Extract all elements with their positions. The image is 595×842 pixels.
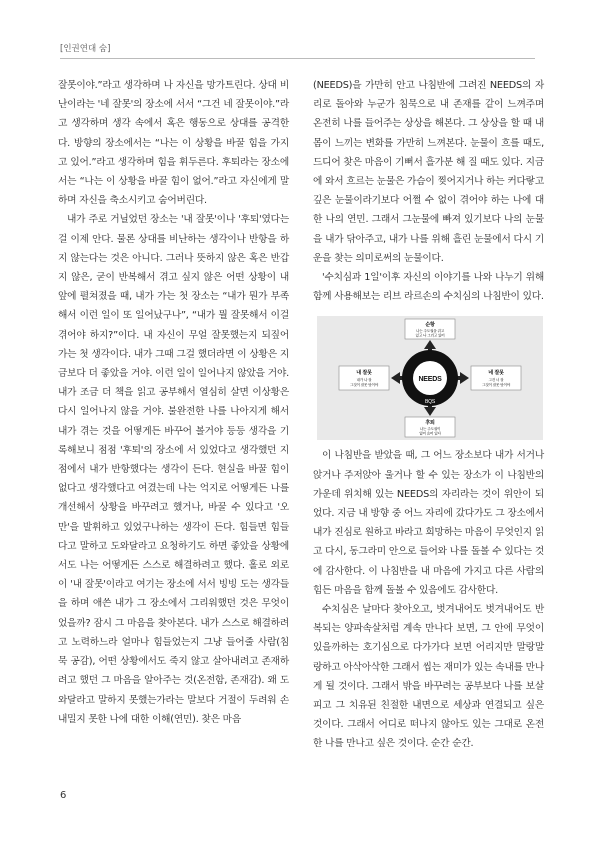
paragraph: 수치심은 날마다 찾아오고, 벗겨내어도 벗겨내어도 반복되는 양파속살처럼 계속 만나다 보면, 그 안에 무엇이 있을까하는 호기심으로 다가가다 보면 어리지만 말랑말랑하고 아삭아삭한 그래서 씹는 재미가 있는 속내를 만나게 될 것이다. 그래서 밖을 바꾸려는 공부보다 나를 보살피고 그 치유된 친절한 내면으로 세상과 연결되고 싶은 것이다. 그래서 어디로 떠나지 않아도 있는 그대로 온전한 나를 만나고 싶은 것이다. 순간 순간. bbox=[313, 604, 544, 750]
box-top-title: 순항 bbox=[425, 322, 435, 329]
compass-diagram bbox=[317, 316, 543, 440]
center-label: NEEDS bbox=[418, 376, 442, 384]
right-column bbox=[313, 76, 544, 754]
box-bottom-line: 나는 주도권이 bbox=[419, 427, 441, 432]
left-column bbox=[58, 76, 289, 729]
box-bottom-title: 후퇴 bbox=[425, 420, 435, 427]
running-header: [인권연대 숨] bbox=[60, 44, 111, 54]
box-left-line: 그것이 잘못 탓이야 bbox=[349, 383, 379, 388]
paragraph: (NEEDS)을 가만히 안고 나침반에 그려진 NEEDS의 자리로 돌아와 누군가 침묵으로 내 존재를 같이 느껴주며 온전히 나를 들어주는 상상을 해본다. 그 상상을 할 때 내 몸이 느끼는 변화를 가만히 느껴본다. 눈물이 흐를 때도, 드디어 찾은 마음이 기뻐서 흘가분 해 질 때도 있다. 지금에 와서 흐르는 눈물은 가슴이 찢어지거나 하는 커다랗고 깊은 눈물이라기보다 어쩔 수 없이 겪어야 하는 나에 대한 나의 연민. 그래서 그눈물에 빠져 있기보다 나의 눈물을 내가 닦아주고, 내가 나를 위해 흘린 눈물에서 다시 기운을 찾는 의미로써의 눈물이다. bbox=[313, 80, 544, 264]
box-top-line: 나는 주도권을 쥐고 bbox=[415, 329, 445, 334]
paragraph: 잘못이야.”라고 생각하며 나 자신을 망가트린다. 상대 비난이라는 '네 잘못'의 장소에 서서 “그건 네 잘못이야.”라고 생각하며 생각 속에서 혹은 행동으로 상대를 공격한다. 방향의 장소에서는 “나는 이 상황을 바꿀 힘을 가지고 있어.”라고 생각하며 힘을 휘두른다. 후퇴라는 장소에서는 “나는 이 상황을 바꿀 힘이 없어.”라고 자신에게 말하며 자신을 축소시키고 숨어버린다. bbox=[58, 80, 289, 207]
box-top-line: 있고 나 그리고 있어 bbox=[415, 333, 445, 338]
box-right-title: 네 잘못 bbox=[488, 370, 504, 377]
paragraph: 내가 주로 거닐었던 장소는 '내 잘못'이나 '후퇴'였다는 걸 이제 안다. 물론 상대를 비난하는 생각이나 반항을 하지 않는다는 것은 아니다. 그러나 뜻하지 않은 혹은 반갑지 않은, 굳이 반복해서 겪고 싶지 않은 어떤 상황이 내 앞에 펼쳐졌을 때, 내가 가는 첫 장소는 “내가 뭔가 부족해서 이런 일이 또 일어났구나”, “내가 뭘 잘못해서 이걸 겪어야 하지?”이다. 내 자신이 무얼 잘못했는지 되짚어가는 첫 생각이다. 내가 그때 그걸 했더라면 이 상황은 지금보다 더 좋았을 거야. 이런 일이 일어나지 않았을 거야. 내가 조금 더 책을 읽고 공부해서 열심히 살면 이상황은 다시 일어나지 않을 거야. 불완전한 나를 나아지게 해서 내가 겪는 것을 어떻게든 바꾸어 볼거야 등등 생각을 기록해보니 점점 '후퇴'의 장소에 서 있었다고 생각했던 지점에서 내가 반항했다는 생각이 든다. 현실을 바꿀 힘이 없다고 생각했다고 여겼는데 나는 억지로 어떻게든 나를 개선해서 상황을 바꾸려고 했거나, 바꿀 수 있다고 '오만'을 발휘하고 있었구나하는 생각이 든다. 힘들면 힘들다고 말하고 도와달라고 요청하기도 하면 좋았을 상황에서도 나는 어떻게든 스스로 해결하려고 했다. 홀로 외로이 '내 잘못'이라고 여기는 장소에 서서 빙빙 도는 생각들을 하며 애쓴 내가 그 장소에서 그리워했던 것은 무엇이었을까? 잠시 그 마음을 찾아본다. 내가 스스로 해결하려고 노력하느라 얼마나 힘들었는지 그냥 들어줄 사람(침묵 공감), 어떤 상황에서도 죽지 않고 살아내려고 존재하려고 했던 그 마음을 알아주는 것(온전함, 존재감). 왜 도와달라고 말하지 못했는가라는 말보다 거절이 두려워 손 내밀지 못한 나에 대한 이해(연민). 찾은 마음 bbox=[58, 214, 289, 725]
shame-compass-figure bbox=[317, 316, 543, 440]
page-number: 6 bbox=[60, 790, 67, 801]
box-right-line: 그건 너 잘 bbox=[488, 378, 504, 383]
ring-text: BQS bbox=[425, 399, 435, 406]
box-right-line: 그것이 잘못 탓이야 bbox=[481, 383, 511, 388]
box-left-title: 내 잘못 bbox=[356, 370, 372, 377]
box-left-line: 내가 나 잘 bbox=[356, 378, 372, 383]
paragraph: 이 나침반을 받았을 때, 그 어느 장소보다 내가 서거나 앉거나 주저앉아 울거나 할 수 있는 장소가 이 나침반의 가운데 위치해 있는 NEEDS의 자리라는 것이 위안이 되었다. 지금 내 방향 중 어느 자리에 갔다가도 그 장소에서 내가 진심로 원하고 바라고 희망하는 마음이 무엇인지 읽고 다시, 동그라미 안으로 들어와 나를 돌볼 수 있다는 것에 감사한다. 이 나침반을 내 마음에 가지고 다른 사람의 힘든 마음을 함께 돌볼 수 있음에도 감사한다. bbox=[313, 450, 544, 596]
paragraph: '수치심과 1일'이후 자신의 이야기를 나와 나누기 위해 함께 사용해보는 리브 라르손의 수치심의 나침반이 있다. bbox=[313, 272, 544, 303]
header-rule bbox=[60, 58, 535, 59]
box-bottom-line: 없어 숨어 있다 bbox=[419, 431, 441, 436]
